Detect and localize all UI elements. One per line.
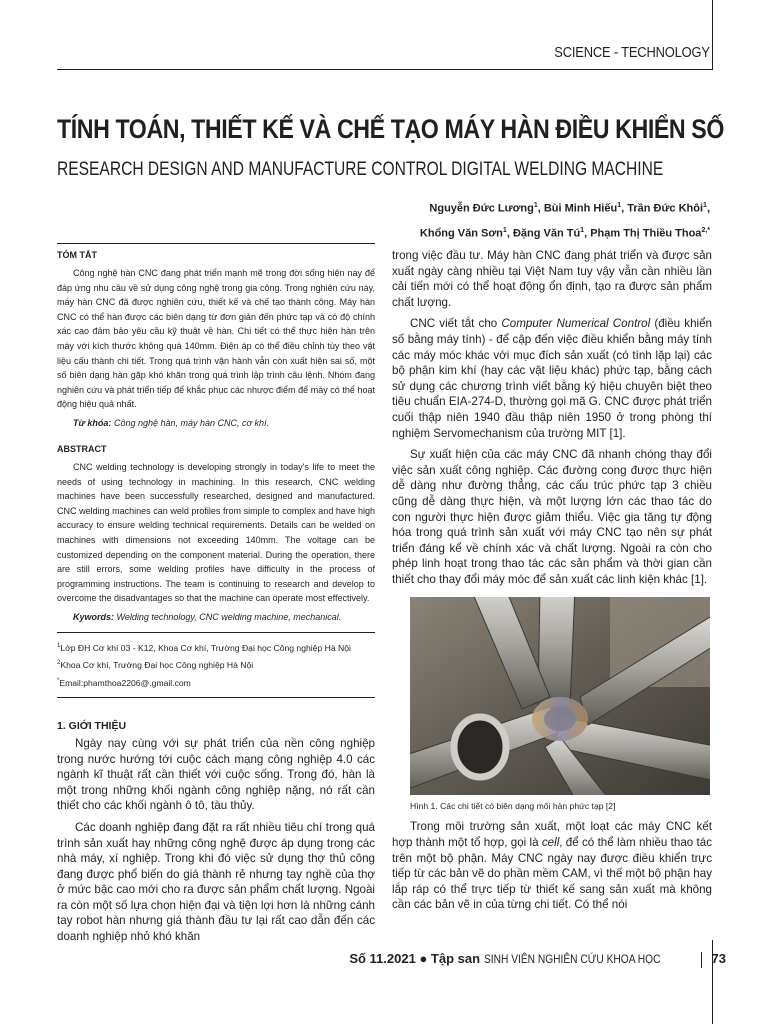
header-vertical-rule bbox=[712, 0, 713, 70]
abstract-en-heading: ABSTRACT bbox=[57, 443, 107, 454]
right-paragraph-1: trong việc đầu tư. Máy hàn CNC đang phát triển và được sản xuất ngày càng nhiều tại Việt Nam tuy vậy vẫn cần nhiều lần cải tiến mới có thể hoạt động ổn định, tạo ra được sản phẩm chất lượng. bbox=[392, 249, 712, 309]
figure-welded-tubes-photo bbox=[410, 597, 710, 795]
abstract-vi-text: Công nghệ hàn CNC đang phát triển mạnh mẽ trong đời sống hiện nay để đáp ứng nhu cầu về sử dụng công nghệ trong gia công. Trong nghiên cứu này, máy hàn CNC đã được nghiên cứu, thiết kế và chế tạo thành công. Máy hàn CNC có thể hàn được các biên dạng từ đơn giản đến phức tạp và có độ chính xác cao đảm bảo yêu cầu kỹ thuật về hàn. Chi tiết có thể thực hiện hàn trên máy với kích thước không quá 140mm. Điện áp có thể điều chỉnh tùy theo vật liệu cấu thành chi tiết. Trong quá trình vận hành vẫn còn xuất hiện sai số, một số biên dạng hàn gặp khó khăn trong quá trình lập trình câu lệnh. Nhóm đang nghiên cứu và phát triển tiếp để khắc phục các nhược điểm để máy có thể hoạt động hiệu quả nhất. bbox=[57, 268, 375, 410]
title-vietnamese: TÍNH TOÁN, THIẾT KẾ VÀ CHẾ TẠO MÁY HÀN ĐIỀU KHIỂN SỐ bbox=[57, 114, 724, 144]
intro-paragraph-2: Các doanh nghiệp đang đặt ra rất nhiều tiêu chí trong quá trình sản xuất hay những công nghệ được áp dụng trong các nhà máy, xí nghiệp. Trong khi đó việc sử dụng thợ thủ công đang được phổ biến do giá thành rẻ nhưng tay nghề của thợ ở mức bậc cao mới cho ra được sản phẩm chất lượng. Ngoài ra còn một số lựa chọn hiện đại và tiện lợi hơn là những cánh tay robot hàn nhưng giá thành đầu tư lại rất cao dẫn đến các doanh nghiệp nhỏ khó khăn bbox=[57, 820, 375, 944]
figure-caption: Hình 1. Các chi tiết có biên dạng mối hàn phức tạp [2] bbox=[410, 801, 616, 812]
author-line-2: Khổng Văn Sơn$^1$, Đặng Văn $Tú^1$, Phạm Thị Thiều Thoa$^{2,*}$ bbox=[419, 226, 710, 240]
right-column bbox=[392, 248, 712, 919]
affiliation-1: $^1$Lớp ĐH Cơ khí 03 - K12, Khoa Cơ khí, Trường Đại học Công nghiệp Hà Nội bbox=[57, 642, 351, 653]
affiliation-bottom-rule bbox=[57, 697, 375, 698]
affiliation-rule bbox=[57, 632, 375, 633]
page-number: 73 bbox=[711, 951, 726, 966]
abstract-en-text: CNC welding technology is developing strongly in today's life to meet the needs of using technology in machining. In this research, CNC welding machines have been successfully researched, designed and manufactured. CNC welding machines can weld profiles from simple to complex and have high accuracy to ensure welding technical requirements. Details can be welded on machines with dimensions not exceeding 140mm. The voltage can be customized depending on the component material. During the operation, there are still errors, some welding profiles have difficulty in the process of programming instructions. The team is continuing to research and develop to overcome the disadvantages so that the machine can operate most effectively. bbox=[57, 461, 375, 604]
affiliation-email: *Email:phamthoa2206@.gmail.com bbox=[57, 677, 191, 688]
author-line-1: Nguyễn Đức Lương$^1$, Bùi Minh Hiếu$^1$, Trần Đức Khôi$^1$, bbox=[429, 202, 710, 215]
section-heading-intro: 1. GIỚI THIỆU bbox=[57, 719, 127, 732]
title-english: RESEARCH DESIGN AND MANUFACTURE CONTROL DIGITAL WELDING MACHINE bbox=[57, 159, 664, 180]
footer-bullet: ● bbox=[419, 951, 428, 966]
journal-name: SINH VIÊN NGHIÊN CỨU KHOA HỌC bbox=[483, 952, 661, 966]
issue-number: Số 11.2021 bbox=[349, 951, 416, 966]
abstract-vi-heading: TÓM TẮT bbox=[57, 250, 97, 260]
abstract-top-rule bbox=[57, 243, 375, 244]
right-paragraph-3: Sự xuất hiện của các máy CNC đã nhanh chóng thay đổi việc sản xuất công nghiệp. Các đường cong được thực hiện dễ dàng như đường thẳng, các cấu trúc phức tạp 3 chiều cũng dễ dàng thực hiện, và một lượng lớn các thao tác do con người thực hiện được giảm thiểu. Việc gia tăng tự động hóa trong quá trình sản xuất với máy CNC tạo nên sự phát triển đáng kể về chính xác và chất lượng. Ngoài ra còn cho phép linh hoạt trong thao tác các sản phẩm và thời gian cần thiết cho thay đổi máy móc để sản xuất các linh kiện khác [1]. bbox=[392, 448, 712, 586]
journal-prefix: Tập san bbox=[430, 951, 481, 966]
affiliation-2: $^2$Khoa Cơ khí, Trường Đại học Công nghiệp Hà Nội bbox=[57, 660, 254, 671]
left-column bbox=[57, 250, 375, 951]
keywords-vi: Từ khóa: Công nghệ hàn, máy hàn CNC, cơ khí. bbox=[73, 417, 269, 428]
header-rule bbox=[57, 69, 712, 70]
section-label: SCIENCE - TECHNOLOGY bbox=[554, 44, 710, 61]
affiliations bbox=[57, 639, 375, 691]
right-paragraph-4: Trong môi trường sản xuất, một loạt các máy CNC kết hợp thành một tổ hợp, gọi là cell, để có thể làm nhiều thao tác trên một bộ phận. Máy CNC ngày nay được điều khiển trực tiếp từ các bản vẽ do phần mềm CAM, vì thế một bộ phận hay lắp ráp có thể trực tiếp từ thiết kế sang sản xuất mà không cần các bản vẽ in của từng chi tiết. Có thể nói bbox=[392, 820, 712, 912]
author-list bbox=[420, 195, 710, 244]
keywords-en: Kywords: Welding technology, CNC welding machine, mechanical. bbox=[73, 611, 342, 622]
intro-paragraph-1: Ngày nay cùng với sự phát triển của nền công nghiệp trong nước hướng tới cuộc cách mạng công nghiệp 4.0 các ngành kĩ thuật rất cần thiết với cuộc sống. Trong đó, hàn là một trong những khối ngành công nghiệp nặng, nó rất cần thiết cho các khối ngành ô tô, tàu thủy. bbox=[57, 736, 375, 813]
right-paragraph-2: CNC viết tắt cho Computer Numerical Control (điều khiển số bằng máy tính) - để cập đến việc điều khiển bằng máy tính các máy móc khác với mục đích sản xuất (có tính lặp lại) các bộ phận kim khí (hay các vật liệu khác) phức tạp, bằng cách sử dụng các chương trình viết bằng ký hiệu chuyên biệt theo tiêu chuẩn EIA-274-D, thường gọi mã G. CNC được phát triển cuối thập niên 1940 đầu thập niên 1950 ở trong phòng thí nghiệm Servomechanism của trường MIT [1]. bbox=[392, 317, 712, 440]
welded-tubes-illustration bbox=[410, 597, 710, 795]
page-footer bbox=[349, 951, 726, 968]
footer-separator bbox=[701, 952, 702, 968]
